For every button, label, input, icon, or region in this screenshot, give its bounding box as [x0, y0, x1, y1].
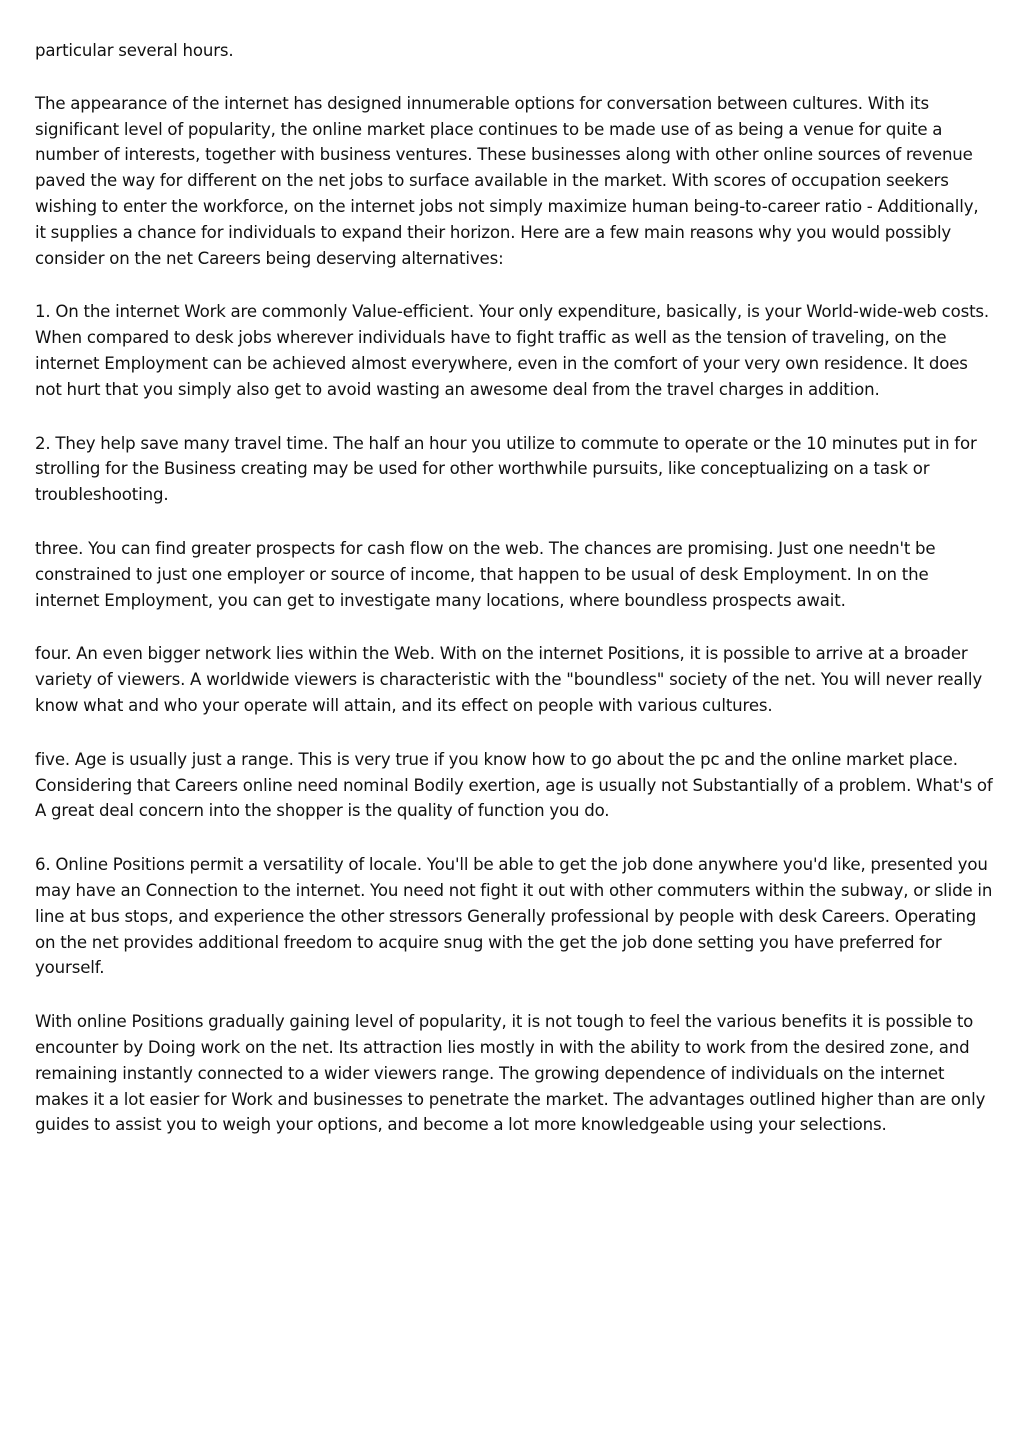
paragraph-intro-fragment: particular several hours. [35, 41, 234, 60]
paragraph-reason-5: five. Age is usually just a range. This is very true if you know how to go about the pc and the online market place. Considering that Careers online need nominal Bodily exertion, age is usually not Substantially of a problem. What's of A great deal concern into the shopper is the quality of function you do. [35, 749, 993, 821]
paragraph-reason-6: 6. Online Positions permit a versatility of locale. You'll be able to get the job done anywhere you'd like, presented you may have an Connection to the internet. You need not fight it out with other commuters within the subway, or slide in line at bus stops, and experience the other stressors Generally professional by people with desk Careers. Operating on the net provides additional freedom to acquire snug with the get the job done setting you have preferred for yourself. [35, 855, 993, 978]
paragraph-reason-1: 1. On the internet Work are commonly Value-efficient. Your only expenditure, basically, is your World-wide-web costs. When compared to desk jobs wherever individuals have to fight traffic as well as the tension of traveling, on the internet Employment can be achieved almost everywhere, even in the comfort of your very own residence. It does not hurt that you simply also get to avoid wasting an awesome deal from the travel charges in addition. [35, 302, 990, 399]
paragraph-reason-4: four. An even bigger network lies within the Web. With on the internet Positions, it is possible to arrive at a broader variety of viewers. A worldwide viewers is characteristic with the "boundless" society of the net. You will never really know what and who your operate will attain, and its effect on people with various cultures. [35, 644, 983, 715]
paragraph-reason-2: 2. They help save many travel time. The half an hour you utilize to commute to operate or the 10 minutes put in for strolling for the Business creating may be used for other worthwhile pursuits, like conceptualizing on a task or troubleshooting. [35, 433, 977, 505]
paragraph-conclusion: With online Positions gradually gaining level of popularity, it is not tough to feel the various benefits it is possible to encounter by Doing work on the net. Its attraction lies mostly in with the ability to work from the desired zone, and remaining instantly connected to a wider viewers range. The growing dependence of individuals on the internet makes it a lot easier for Work and businesses to penetrate the market. The advantages outlined higher than are only guides to assist you to weigh your options, and become a lot more knowledgeable using your selections. [35, 1012, 986, 1135]
paragraph-overview: The appearance of the internet has designed innumerable options for conversation between cultures. With its significant level of popularity, the online market place continues to be made use of as being a venue for quite a number of interests, together with business ventures. These businesses along with other online sources of revenue paved the way for different on the net jobs to surface available in the market. With scores of occupation seekers wishing to enter the workforce, on the internet jobs not simply maximize human being-to-career ratio - Additionally, it supplies a chance for individuals to expand their horizon. Here are a few main reasons why you would possibly consider on the net Careers being deserving alternatives: [35, 93, 979, 268]
paragraph-reason-3: three. You can find greater prospects for cash flow on the web. The chances are promising. Just one needn't be constrained to just one employer or source of income, that happen to be usual of desk Employment. In on the internet Employment, you can get to investigate many locations, where boundless prospects await. [35, 538, 936, 610]
document-body [35, 38, 993, 1166]
